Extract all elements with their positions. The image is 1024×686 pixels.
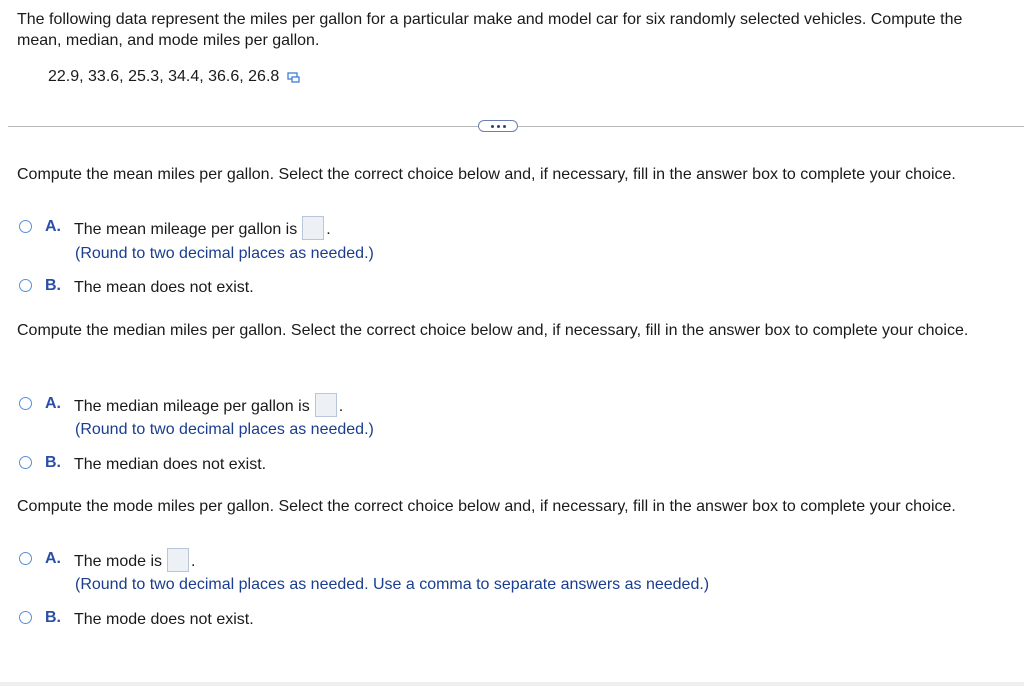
option-letter: B. [45,454,61,471]
mode-option-a-text: The mode is [74,553,163,571]
mode-option-b-radio[interactable] [19,611,32,624]
mean-option-b[interactable] [19,277,254,298]
mean-option-b-text: The mean does not exist. [74,279,254,296]
median-option-a[interactable] [19,395,343,419]
mode-option-a-radio[interactable] [19,552,32,565]
more-dots-icon [497,125,500,128]
mean-option-a-content [74,218,331,242]
more-dots-icon [491,125,494,128]
option-letter: A. [45,550,61,567]
option-letter: B. [45,609,61,626]
mean-option-a-radio[interactable] [19,220,32,233]
bottom-edge [0,682,1024,686]
mean-option-a-text: The mean mileage per gallon is [74,221,298,239]
median-prompt: Compute the median miles per gallon. Select the correct choice below and, if necessary, fill in the answer box to complete your choice. [17,322,969,339]
mode-prompt: Compute the mode miles per gallon. Select the correct choice below and, if necessary, fill in the answer box to complete your choice. [17,498,956,515]
data-values-row [48,68,301,86]
copy-data-icon[interactable] [287,70,301,84]
median-option-b[interactable] [19,454,266,475]
median-option-a-content [74,395,343,419]
median-option-b-text: The median does not exist. [74,456,267,473]
median-rounding-hint: (Round to two decimal places as needed.) [75,421,374,438]
data-values: 22.9, 33.6, 25.3, 34.4, 36.6, 26.8 [48,68,280,85]
mode-option-a[interactable] [19,550,196,574]
question-stem: The following data represent the miles per gallon for a particular make and model car for six randomly selected vehicles. Compute the mean, median, and mode miles per gallon. [17,11,963,49]
median-answer-input[interactable] [315,393,337,417]
median-option-b-radio[interactable] [19,456,32,469]
mean-option-b-radio[interactable] [19,279,32,292]
expand-more-button[interactable] [478,120,518,132]
option-letter: A. [45,218,61,235]
mean-prompt: Compute the mean miles per gallon. Select the correct choice below and, if necessary, fill in the answer box to complete your choice. [17,166,956,183]
median-option-a-radio[interactable] [19,397,32,410]
mode-option-a-content [74,550,196,574]
mode-rounding-hint: (Round to two decimal places as needed. Use a comma to separate answers as needed.) [75,576,710,593]
period: . [338,398,344,416]
period: . [191,553,196,571]
more-dots-icon [503,125,506,128]
mode-option-b[interactable] [19,609,254,630]
mode-option-b-text: The mode does not exist. [74,611,254,628]
mean-option-a[interactable] [19,218,331,242]
mean-answer-input[interactable] [302,216,324,240]
mode-answer-input[interactable] [167,548,189,572]
mean-rounding-hint: (Round to two decimal places as needed.) [75,245,374,262]
option-letter: B. [45,277,61,294]
median-option-a-text: The median mileage per gallon is [74,398,310,416]
period: . [326,221,331,239]
option-letter: A. [45,395,61,412]
